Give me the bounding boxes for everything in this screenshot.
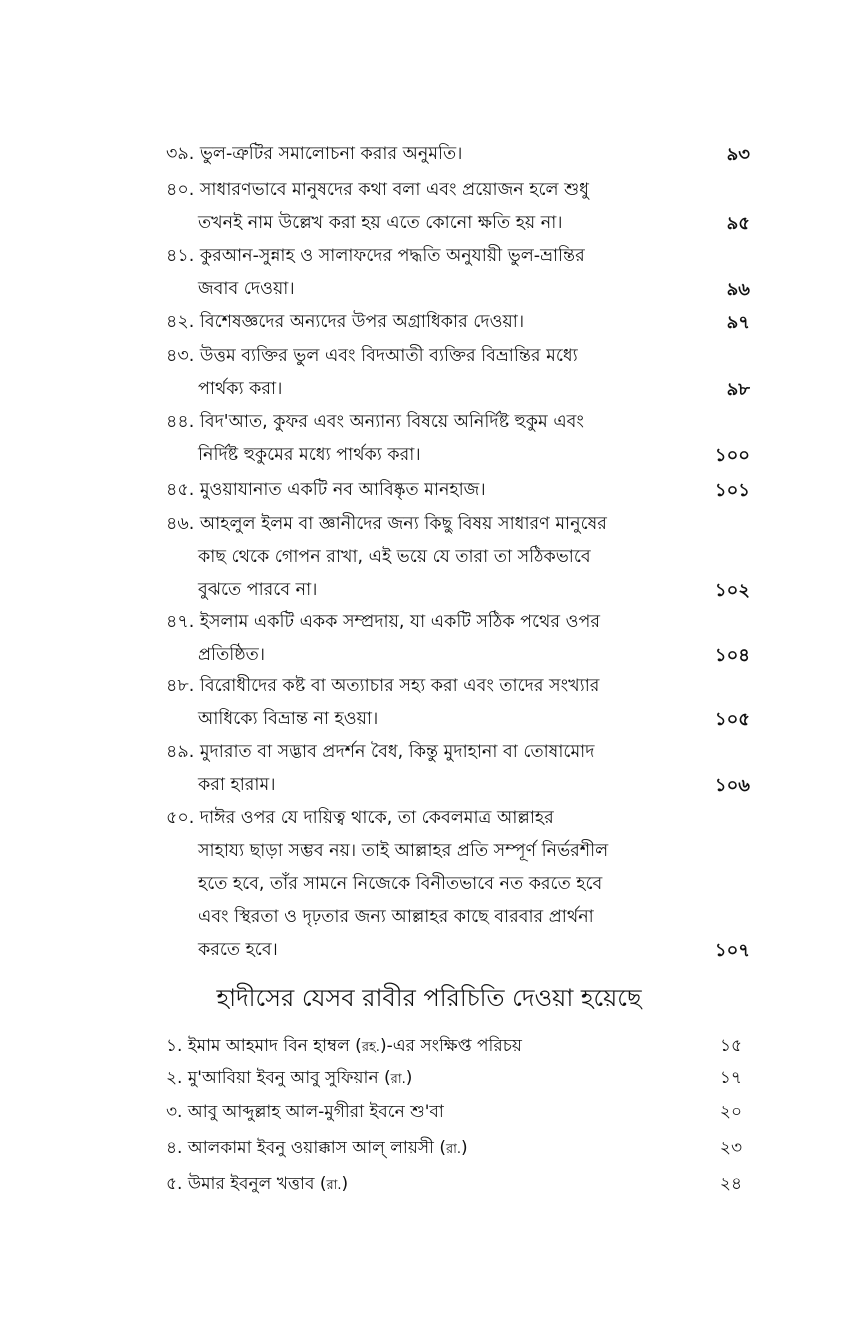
narrator-label: ১. ইমাম আহমাদ বিন হাম্বল (রহ.)-এর সংক্ষিপ্ত পরিচয় (166, 1036, 522, 1056)
toc-entry-number: ৪৪. (166, 412, 200, 432)
toc-entry-text: আহলুল ইলম বা জ্ঞানীদের জন্য কিছু বিষয় সাধারণ মানুষের (199, 514, 607, 534)
toc-entry-page: ১০৪ (714, 645, 750, 666)
toc-entry-number: ৪০. (166, 180, 200, 200)
toc-entry-page: ৯৩ (726, 144, 750, 165)
toc-entry (166, 736, 750, 802)
toc-entry-text-continued: কাছ থেকে গোপন রাখা, এই ভয়ে যে তারা তা সঠিকভাবে (198, 547, 591, 567)
toc-entry-text-continued: পার্থক্য করা। (198, 379, 283, 399)
toc-entry-page: ১০৭ (714, 940, 750, 961)
toc-entry-text: মুদারাত বা সদ্ভাব প্রদর্শন বৈধ, কিন্তু মুদাহানা বা তোষামোদ (199, 742, 595, 762)
toc-entry (166, 508, 750, 607)
toc-entry-text-continued: প্রতিষ্ঠিত। (198, 645, 265, 665)
toc-entry-page: ১০১ (714, 480, 750, 501)
toc-entry-text-continued: জবাব দেওয়া। (198, 279, 295, 299)
toc-entry-text: মুওয়াযানাত একটি নব আবিষ্কৃত মানহাজ। (199, 480, 486, 500)
toc-entry (166, 606, 750, 672)
section-title: হাদীসের যেসব রাবীর পরিচিতি দেওয়া হয়েছে (216, 984, 642, 1012)
toc-entry-number: ৪৮. (166, 676, 200, 696)
narrator-page: ২৪ (719, 1174, 742, 1194)
narrator-label: ৩. আবু আব্দুল্লাহ আল-মুগীরা ইবনে শু'বা (166, 1102, 444, 1122)
toc-entry-text: বিদ'আত, কুফর এবং অন্যান্য বিষয়ে অনির্দিষ্ট হুকুম এবং (199, 412, 584, 432)
toc-entry-number: ৫০. (166, 808, 200, 828)
toc-entry-page: ৯৬ (726, 279, 750, 300)
toc-entry-text: বিরোধীদের কষ্ট বা অত্যাচার সহ্য করা এবং তাদের সংখ্যার (199, 676, 600, 696)
narrator-page: ২০ (719, 1102, 742, 1122)
toc-entry-page: ৯৫ (726, 213, 750, 234)
toc-entry (166, 406, 750, 472)
toc-entry-number: ৪৩. (166, 346, 200, 366)
toc-entry-text: ইসলাম একটি একক সম্প্রদায়, যা একটি সঠিক পথের ওপর (199, 612, 600, 632)
toc-entry (166, 802, 750, 967)
toc-entry-number: ৪৫. (166, 480, 200, 500)
toc-entry-text: উত্তম ব্যক্তির ভুল এবং বিদআতী ব্যক্তির বিভ্রান্তির মধ্যে (199, 346, 578, 366)
toc-entry-page: ১০০ (714, 445, 750, 466)
narrator-page: ২৩ (719, 1138, 742, 1158)
toc-entry-number: ৪৭. (166, 612, 200, 632)
toc-entry-number: ৪৯. (166, 742, 200, 762)
narrator-row (166, 1062, 742, 1094)
toc-entry-text-continued: সাহায্য ছাড়া সম্ভব নয়। তাই আল্লাহর প্রতি সম্পূর্ণ নির্ভরশীল (198, 841, 609, 861)
toc-entry (166, 340, 750, 406)
narrator-label: ৫. উমার ইবনুল খত্তাব (রা.) (166, 1174, 349, 1194)
honorific-symbol: রা. (326, 1178, 342, 1193)
toc-entry-number: ৪২. (166, 312, 200, 332)
narrator-row (166, 1096, 742, 1128)
narrator-row (166, 1132, 742, 1164)
toc-entry (166, 138, 750, 171)
honorific-symbol: রা. (445, 1142, 462, 1157)
narrator-page: ১৭ (719, 1068, 742, 1088)
toc-entry-number: ৪১. (166, 246, 200, 266)
toc-entry-page: ৯৭ (726, 312, 750, 333)
toc-entry-text: দাঈর ওপর যে দায়িত্ব থাকে, তা কেবলমাত্র আল্লাহর (199, 808, 554, 828)
toc-entry (166, 670, 750, 736)
toc-entry-number: ৩৯. (166, 144, 200, 164)
toc-entry-page: ১০৫ (714, 709, 750, 730)
toc-entry-text-continued: বুঝতে পারবে না। (198, 580, 318, 600)
toc-entry-text-continued: করতে হবে। (198, 940, 278, 960)
toc-entry-page: ৯৮ (726, 379, 750, 400)
toc-entry-text: কুরআন-সুন্নাহ ও সালাফদের পদ্ধতি অনুযায়ী ভুল-ভ্রান্তির (199, 246, 585, 266)
toc-entry (166, 174, 750, 240)
toc-entry-text: ভুল-ত্রুটির সমালোচনা করার অনুমতি। (199, 144, 463, 164)
narrator-page: ১৫ (719, 1036, 742, 1056)
honorific-symbol: রহ. (361, 1040, 380, 1055)
narrator-row (166, 1030, 742, 1062)
toc-entry-text: বিশেষজ্ঞদের অন্যদের উপর অগ্রাধিকার দেওয়া। (199, 312, 525, 332)
toc-entry-text-continued: নির্দিষ্ট হুকুমের মধ্যে পার্থক্য করা। (198, 445, 421, 465)
toc-entry-text-continued: তখনই নাম উল্লেখ করা হয় এতে কোনো ক্ষতি হয় না। (198, 213, 563, 233)
toc-entry-number: ৪৬. (166, 514, 200, 534)
toc-entry-text-continued: আধিক্যে বিভ্রান্ত না হওয়া। (198, 709, 379, 729)
toc-entry-text-continued: করা হারাম। (198, 775, 276, 795)
toc-entry-page: ১০২ (714, 580, 750, 601)
toc-entry (166, 306, 750, 339)
narrator-row (166, 1168, 742, 1200)
honorific-symbol: রা. (390, 1072, 406, 1087)
toc-entry-page: ১০৬ (714, 775, 750, 796)
toc-entry (166, 240, 750, 306)
toc-entry-text: সাধারণভাবে মানুষদের কথা বলা এবং প্রয়োজন হলে শুধু (199, 180, 589, 200)
narrator-label: ৪. আলকামা ইবনু ওয়াক্কাস আল্ লায়সী (রা.) (166, 1138, 468, 1158)
toc-entry-text-continued: এবং স্থিরতা ও দৃঢ়তার জন্য আল্লাহর কাছে বারবার প্রার্থনা (198, 907, 594, 927)
toc-entry (166, 474, 750, 507)
toc-entry-text-continued: হতে হবে, তাঁর সামনে নিজেকে বিনীতভাবে নত করতে হবে (198, 874, 603, 894)
narrator-label: ২. মু'আবিয়া ইবনু আবু সুফিয়ান (রা.) (166, 1068, 413, 1088)
